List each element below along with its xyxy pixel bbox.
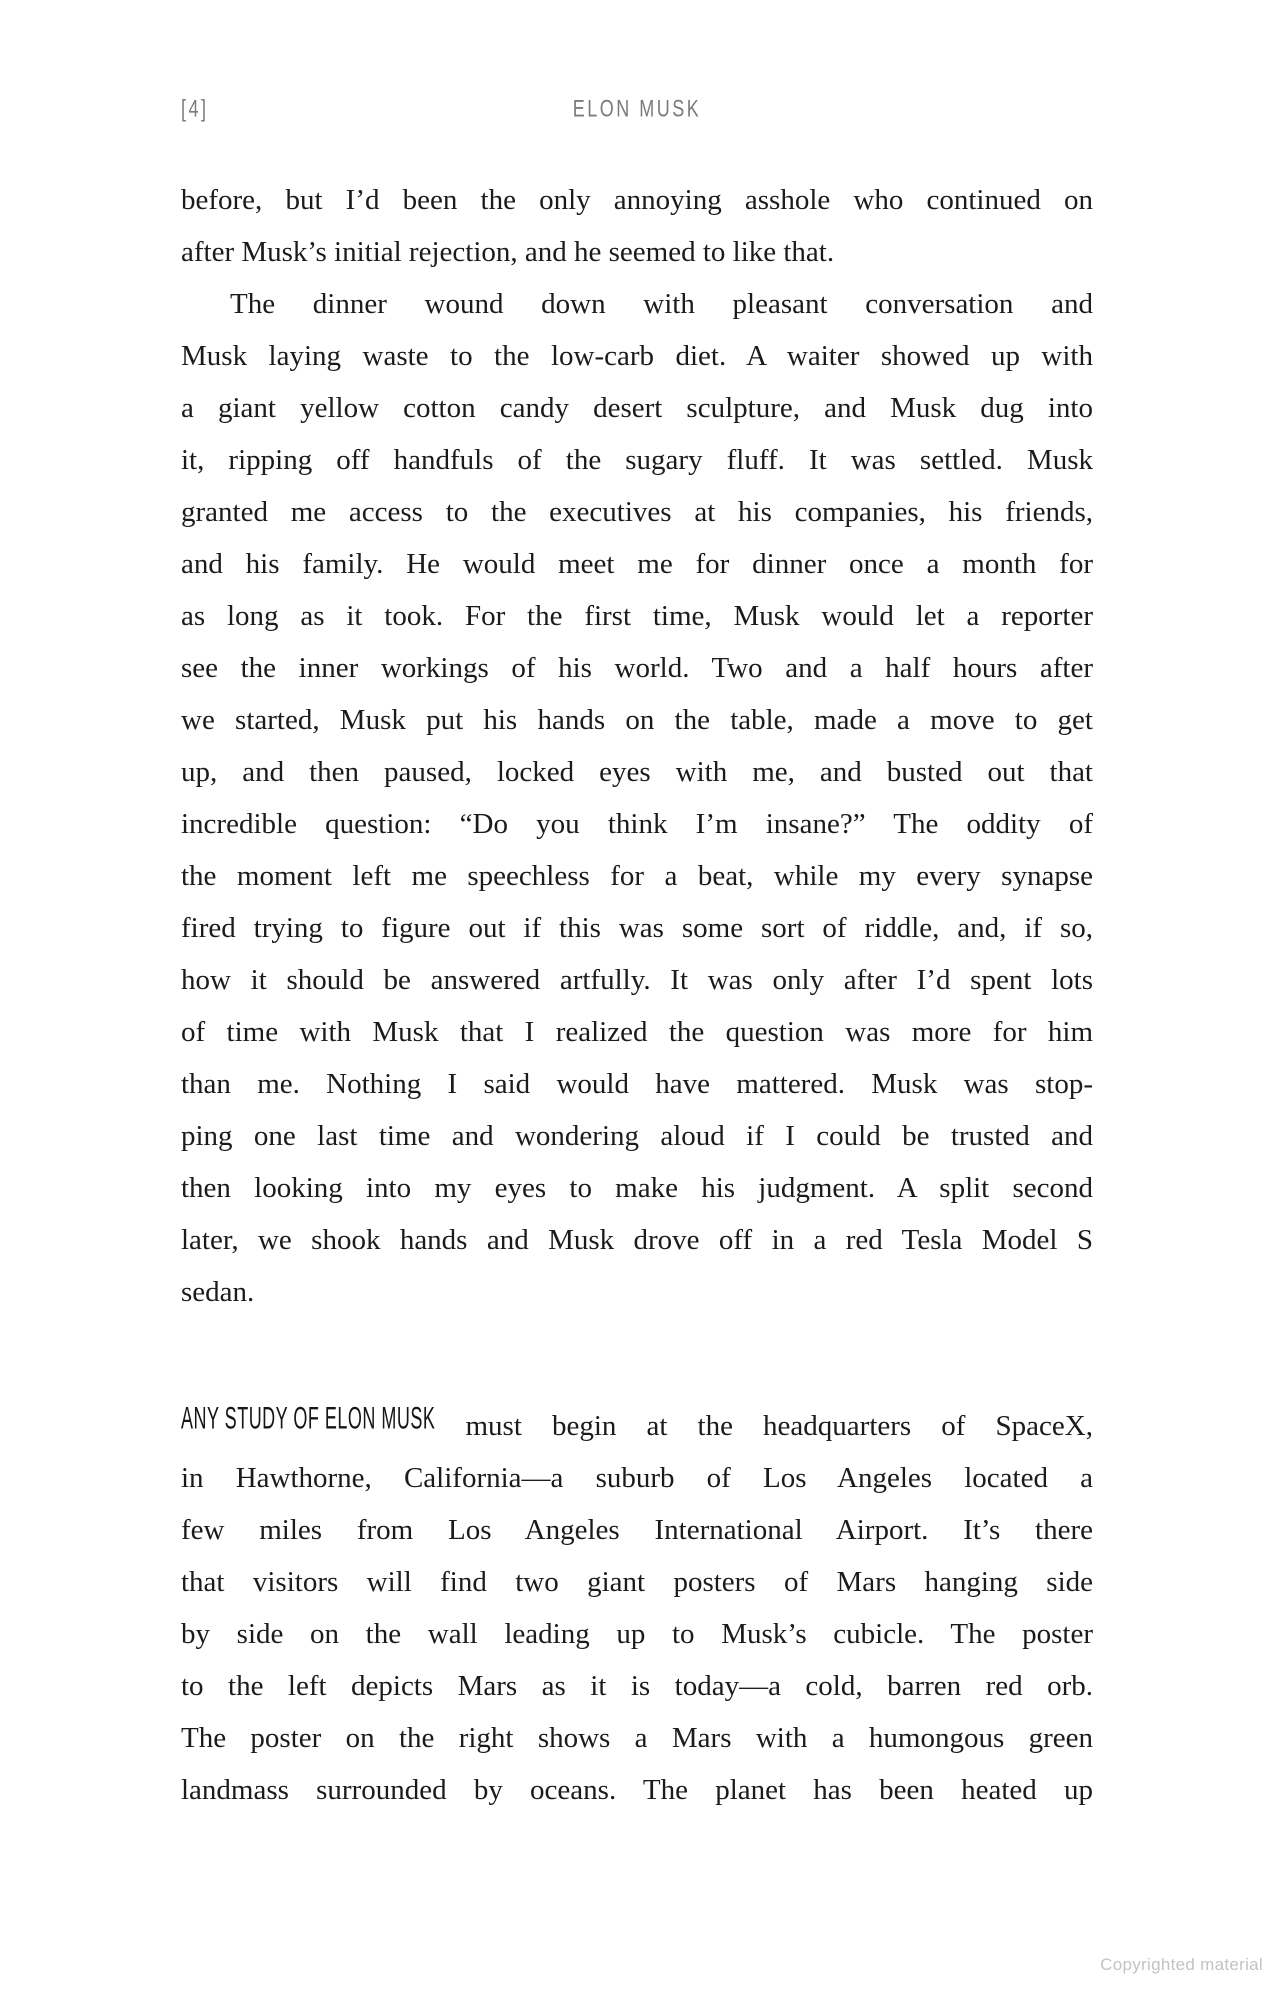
text-line: then looking into my eyes to make his judgment. A split second (181, 1172, 1093, 1204)
text-line: incredible question: “Do you think I’m insane?” The oddity of (181, 808, 1093, 840)
text-line: sedan. (181, 1276, 255, 1308)
text-line: granted me access to the executives at his companies, his friends, (181, 496, 1093, 528)
text-line: ping one last time and wondering aloud if I could be trusted and (181, 1120, 1093, 1152)
section-spacex (181, 1400, 1093, 1816)
text-line (181, 1400, 1093, 1452)
text-line: see the inner workings of his world. Two and a half hours after (181, 652, 1093, 684)
text-line: The dinner wound down with pleasant conversation and (230, 288, 1093, 320)
text-line: later, we shook hands and Musk drove off in a red Tesla Model S (181, 1224, 1093, 1256)
text-run: must begin at the headquarters of SpaceX, (435, 1410, 1093, 1442)
text-line: in Hawthorne, California—a suburb of Los Angeles located a (181, 1462, 1093, 1494)
text-line: that visitors will find two giant posters of Mars hanging side (181, 1566, 1093, 1598)
text-line: as long as it took. For the first time, Musk would let a reporter (181, 600, 1093, 632)
text-line: than me. Nothing I said would have mattered. Musk was stop- (181, 1068, 1093, 1100)
text-line: the moment left me speechless for a beat, while my every synapse (181, 860, 1093, 892)
text-line: few miles from Los Angeles International Airport. It’s there (181, 1514, 1093, 1546)
folio-label: [4] (181, 95, 209, 123)
text-line: before, but I’d been the only annoying asshole who continued on (181, 184, 1093, 216)
text-line: how it should be answered artfully. It was only after I’d spent lots (181, 964, 1093, 996)
running-title-wrap (181, 95, 1093, 123)
text-line: of time with Musk that I realized the question was more for him (181, 1016, 1093, 1048)
body-text (181, 174, 1093, 1318)
text-line: by side on the wall leading up to Musk’s cubicle. The poster (181, 1618, 1093, 1650)
copyright-notice: Copyrighted material (1100, 1955, 1263, 1974)
text-line: up, and then paused, locked eyes with me, and busted out that (181, 756, 1093, 788)
text-line: it, ripping off handfuls of the sugary fluff. It was settled. Musk (181, 444, 1093, 476)
text-line: and his family. He would meet me for dinner once a month for (181, 548, 1093, 580)
section-lead-in: ANY STUDY OF ELON MUSK (181, 1400, 436, 1436)
paragraph-continuation (181, 174, 1093, 278)
running-title: ELON MUSK (572, 95, 702, 123)
text-line: after Musk’s initial rejection, and he seemed to like that. (181, 236, 835, 268)
text-line: Musk laying waste to the low-carb diet. A waiter showed up with (181, 340, 1093, 372)
text-line: landmass surrounded by oceans. The planet has been heated up (181, 1774, 1093, 1806)
running-header (181, 95, 1093, 127)
text-line: The poster on the right shows a Mars with a humongous green (181, 1722, 1093, 1754)
text-line: fired trying to figure out if this was some sort of riddle, and, if so, (181, 912, 1093, 944)
paragraph-dinner (181, 278, 1093, 1318)
text-line: to the left depicts Mars as it is today—a cold, barren red orb. (181, 1670, 1093, 1702)
text-line: a giant yellow cotton candy desert sculpture, and Musk dug into (181, 392, 1093, 424)
text-line: we started, Musk put his hands on the table, made a move to get (181, 704, 1093, 736)
